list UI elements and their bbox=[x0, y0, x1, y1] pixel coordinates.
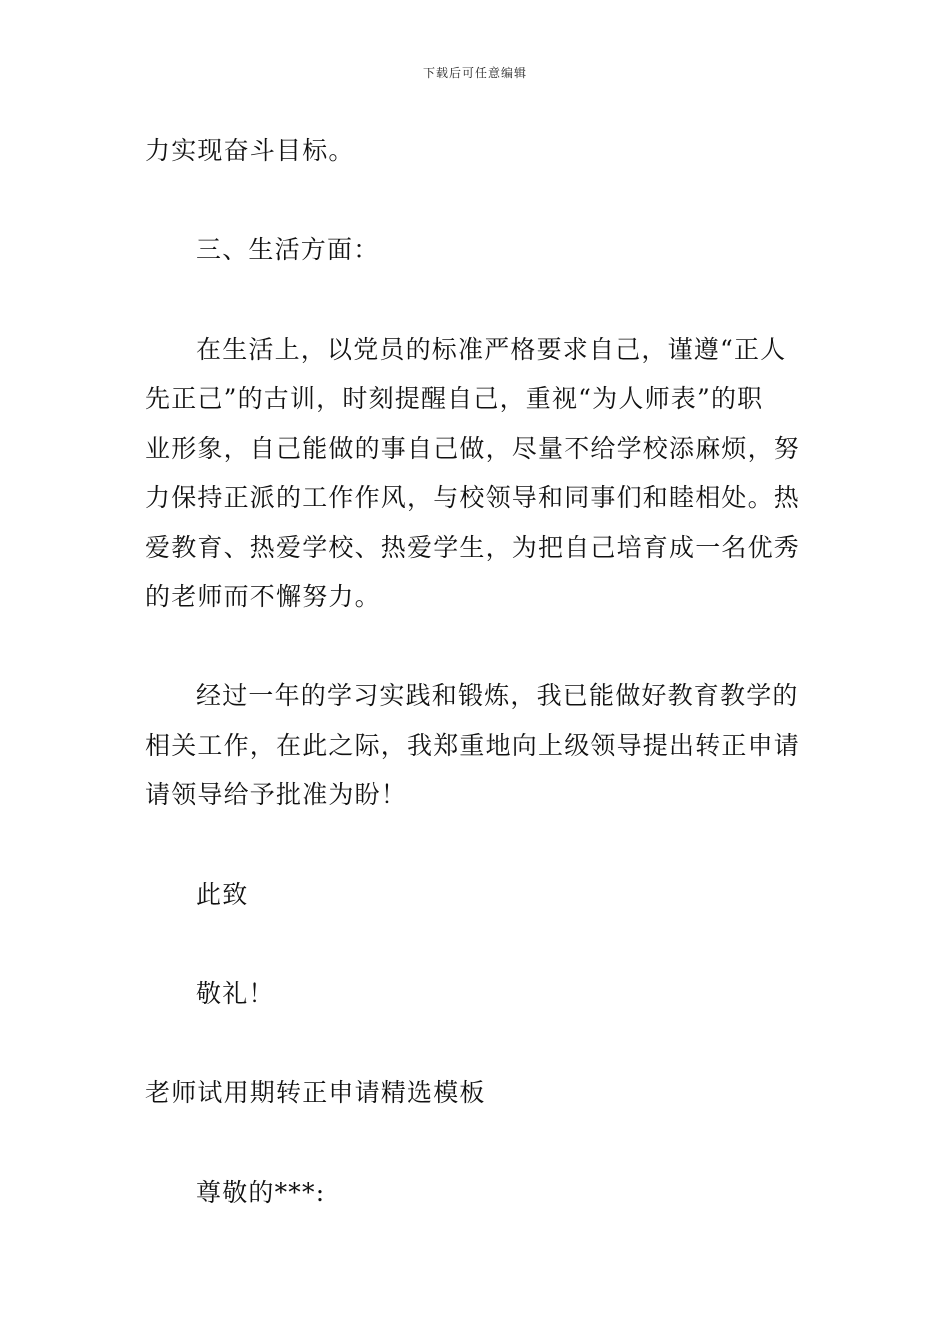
paragraph-line: 的老师而不懈努力。 bbox=[145, 582, 381, 611]
paragraph-line: 爱教育、热爱学校、热爱学生，为把自己培育成一名优秀 bbox=[145, 533, 801, 562]
closing-salute: 敬礼！ bbox=[196, 979, 275, 1008]
closing-greeting: 此致 bbox=[196, 880, 249, 909]
section-heading: 三、生活方面： bbox=[196, 235, 380, 264]
salutation: 尊敬的***: bbox=[196, 1178, 326, 1207]
paragraph-line: 业形象，自己能做的事自己做，尽量不给学校添麻烦，努 bbox=[145, 434, 801, 463]
paragraph-line: 请领导给予批准为盼！ bbox=[145, 780, 408, 809]
paragraph-line: 在生活上，以党员的标准严格要求自己，谨遵“正人 bbox=[196, 335, 787, 364]
paragraph-line: 先正己”的古训，时刻提醒自己，重视“为人师表”的职 bbox=[145, 384, 764, 413]
page-header-note: 下载后可任意编辑 bbox=[422, 66, 527, 80]
text-line: 力实现奋斗目标。 bbox=[145, 136, 355, 165]
paragraph-line: 相关工作，在此之际，我郑重地向上级领导提出转正申请 bbox=[145, 731, 801, 760]
paragraph-line: 经过一年的学习实践和锻炼，我已能做好教育教学的 bbox=[196, 681, 799, 710]
paragraph-line: 力保持正派的工作作风，与校领导和同事们和睦相处。热 bbox=[145, 483, 801, 512]
document-title: 老师试用期转正申请精选模板 bbox=[145, 1078, 486, 1107]
